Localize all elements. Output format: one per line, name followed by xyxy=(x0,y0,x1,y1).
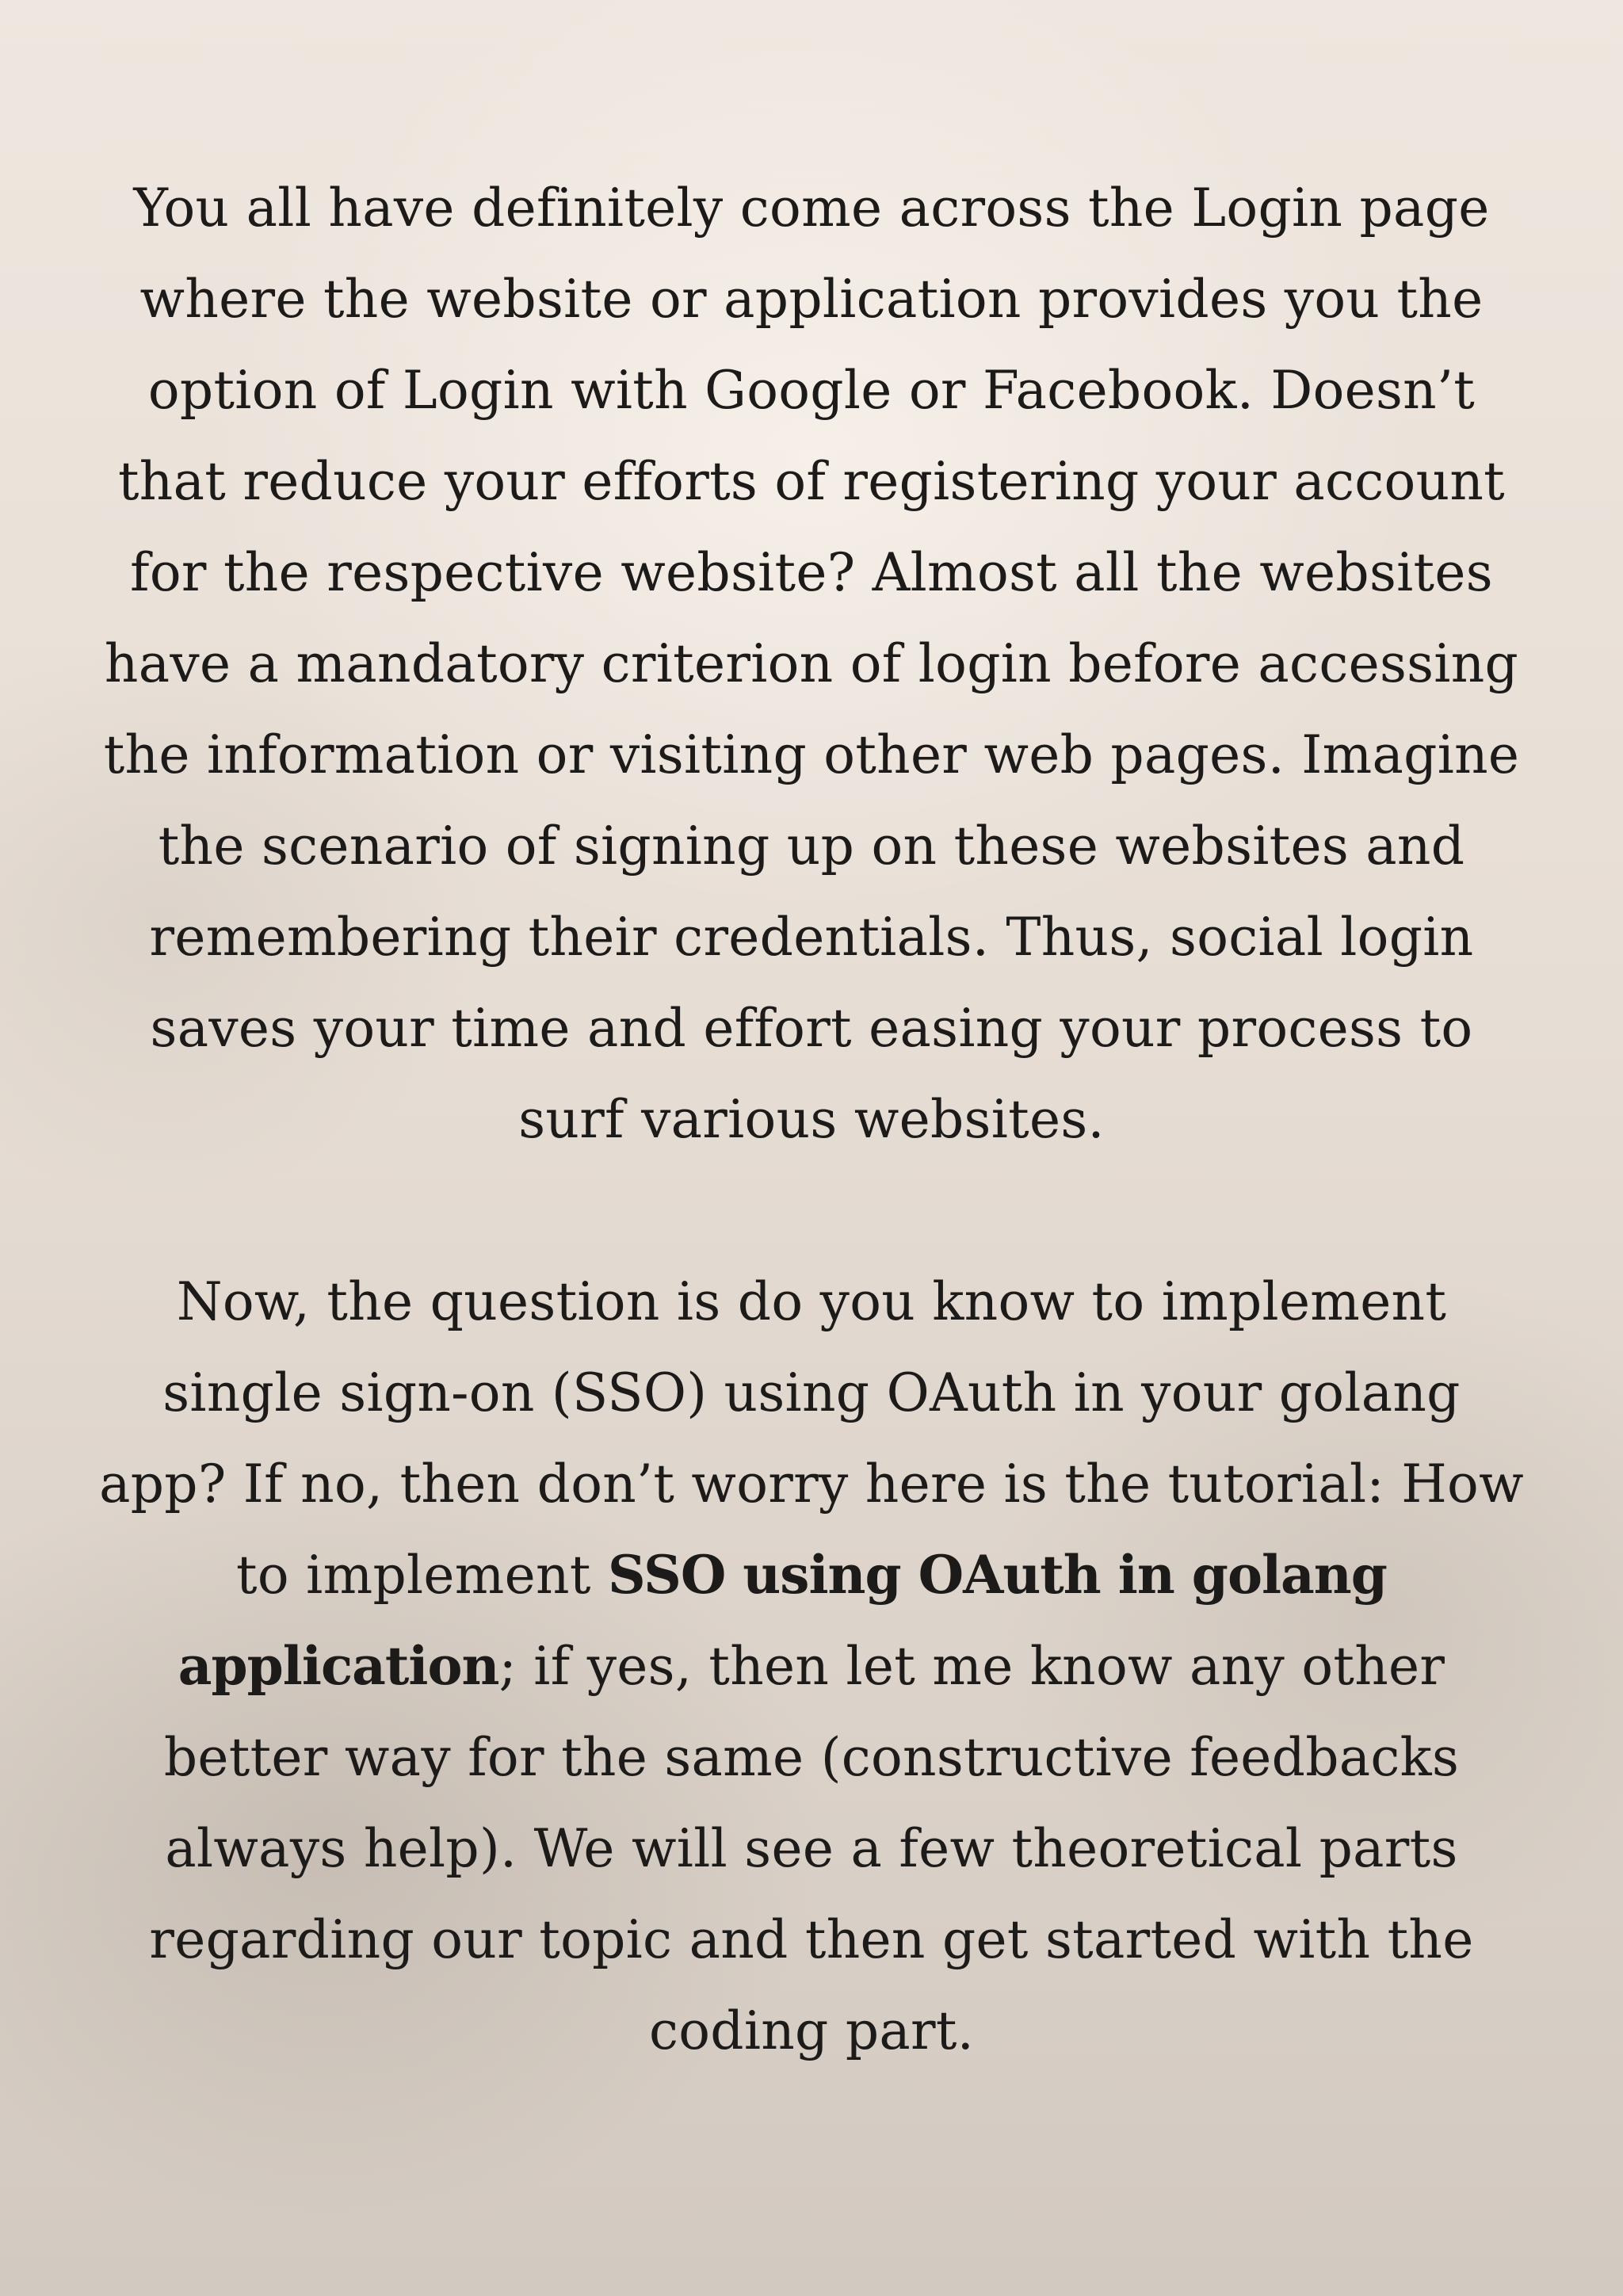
question-text-start: Now, the question is do you know to implement single sign-on (SSO) using OAuth in your golang app? If no, then don’t worry here is the tutorial: How to implement xyxy=(99,1271,1524,1606)
intro-paragraph: You all have definitely come across the Login page where the website or application provides you the option of Login with Google or Facebook. Doesn’t that reduce your efforts of registering your account for the respective website? Almost all the websites have a mandatory criterion of login before accessing the information or visiting other web pages. Imagine the scenario of signing up on these websites and remembering their credentials. Thus, social login saves your time and effort easing your process to surf various websites. xyxy=(103,178,1520,1150)
document-page xyxy=(95,162,1528,2076)
question-paragraph xyxy=(95,1256,1528,2076)
highlighted-topic: SSO using OAuth in golang application xyxy=(178,1544,1387,1697)
question-text-end: ; if yes, then let me know any other better way for the same (constructive feedbacks always help). We will see a few theoretical parts regarding our topic and then get started with the coding part. xyxy=(149,1636,1474,2061)
